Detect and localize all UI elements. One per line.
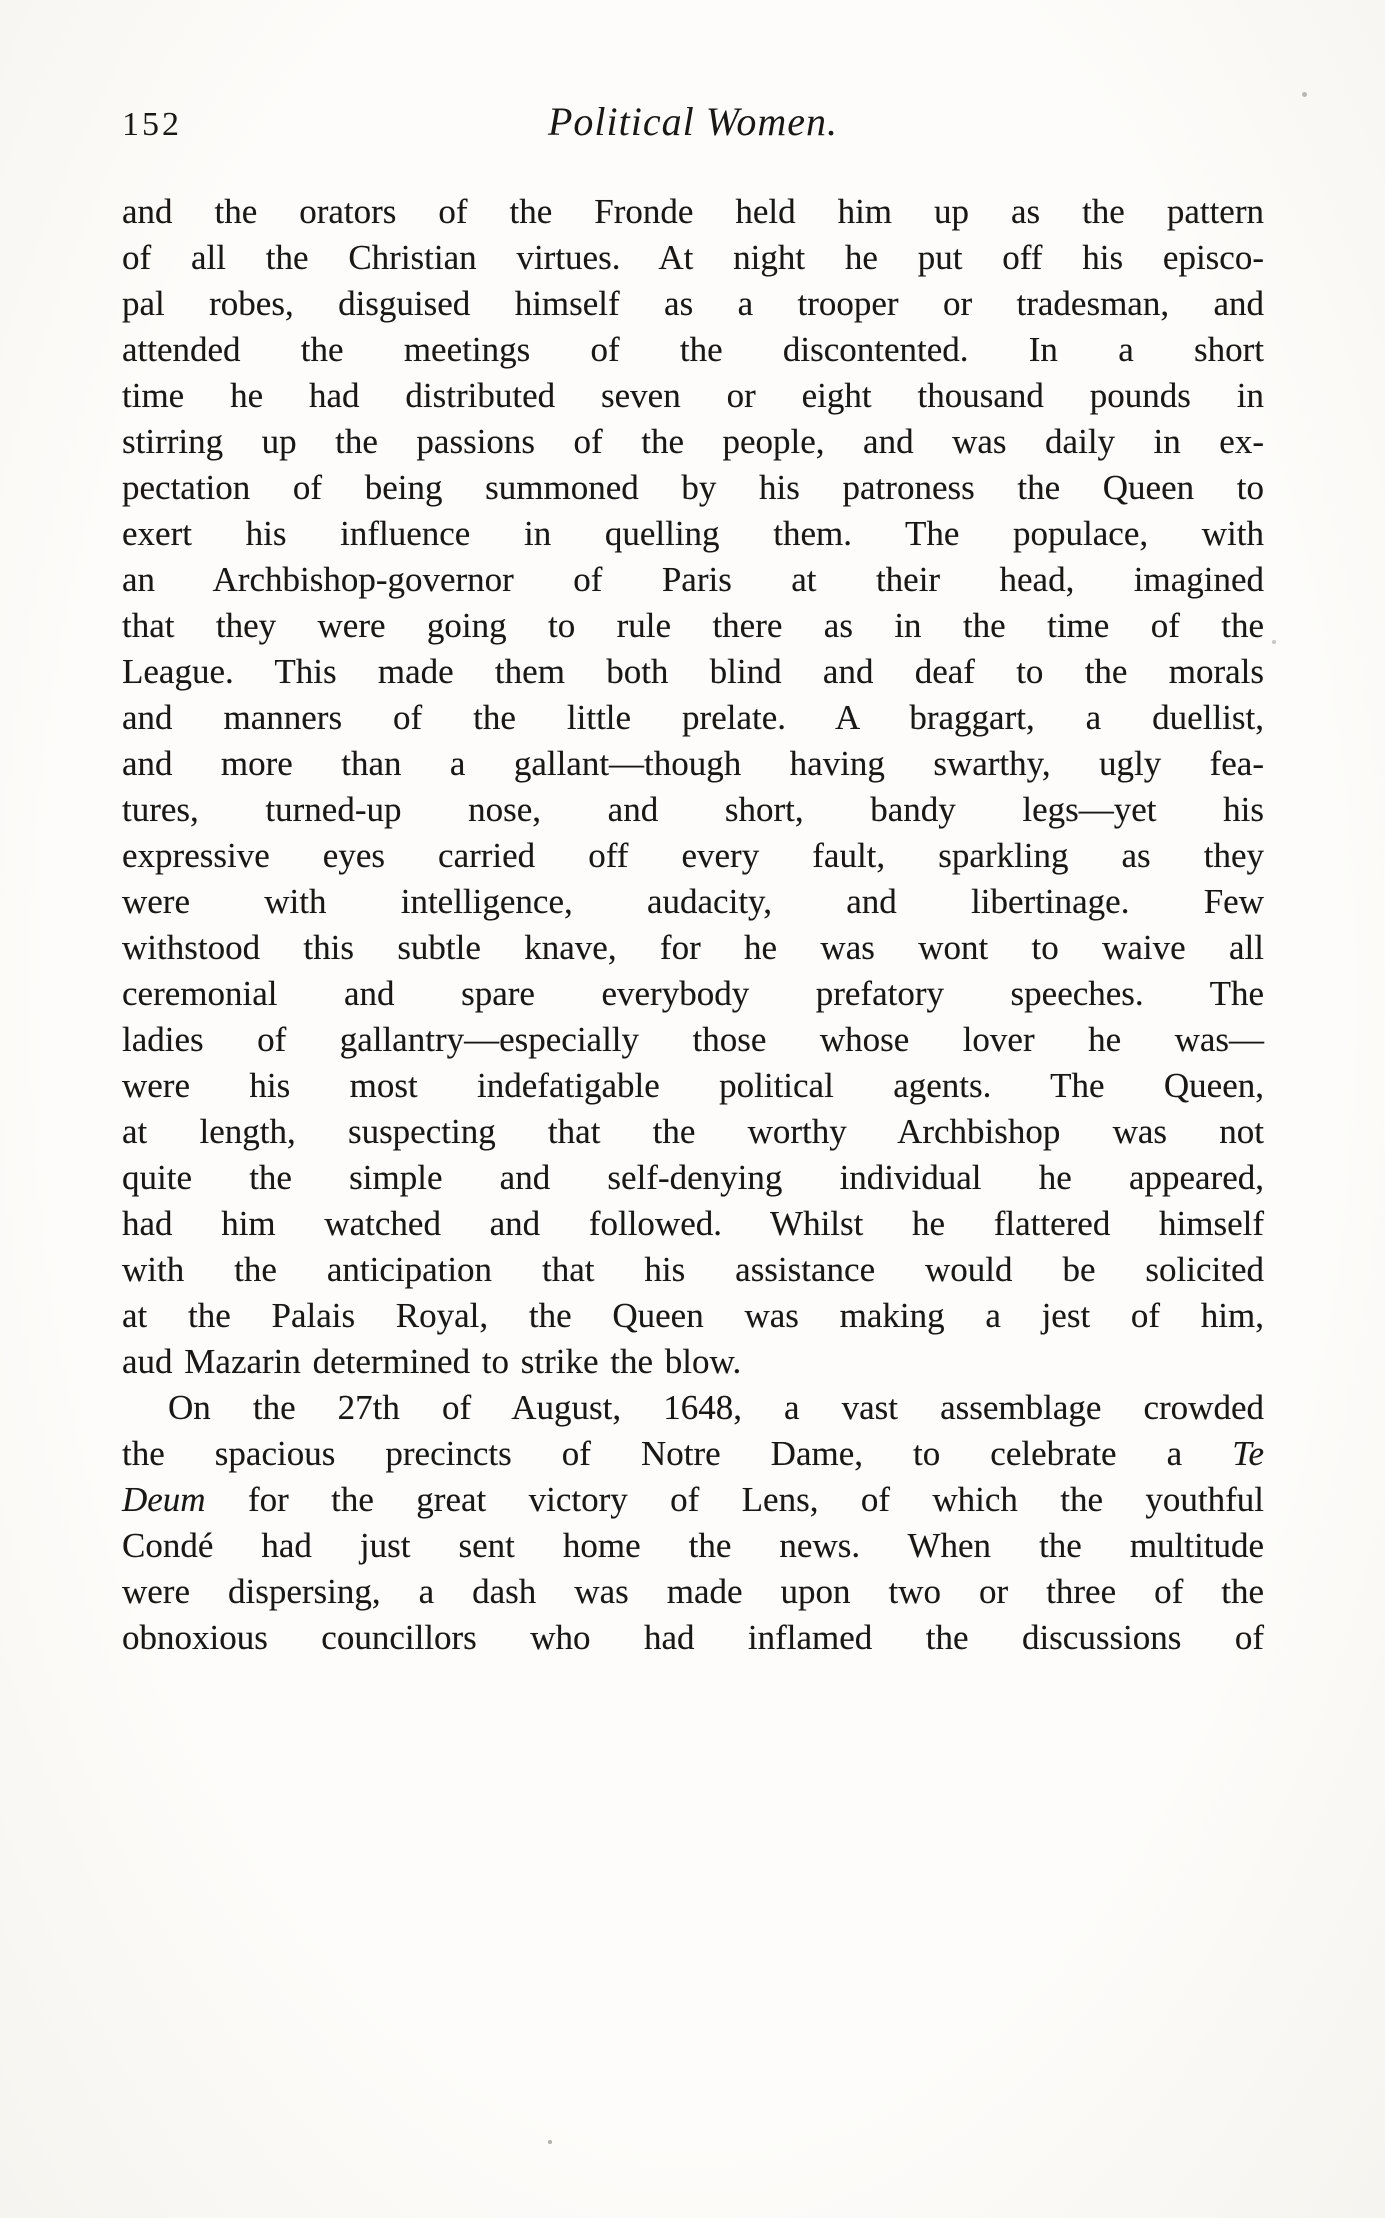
body-text: Condé had just sent home the news. When the multitude <box>122 1526 1264 1565</box>
body-text: withstood this subtle knave, for he was wont to waive all <box>122 928 1264 967</box>
body-text: at length, suspecting that the worthy Archbishop was not <box>122 1112 1264 1151</box>
running-title: Political Women. <box>547 99 839 144</box>
body-text: quite the simple and self-denying individual he appeared, <box>122 1158 1264 1197</box>
text-line <box>122 373 1264 419</box>
text-line <box>122 1201 1264 1247</box>
text-line <box>122 281 1264 327</box>
body-text: and manners of the little prelate. A braggart, a duellist, <box>122 698 1264 737</box>
text-line <box>122 419 1264 465</box>
scan-artifact <box>548 2140 552 2144</box>
text-line <box>122 1017 1264 1063</box>
text-line <box>122 1569 1264 1615</box>
body-text: expressive eyes carried off every fault, sparkling as they <box>122 836 1264 875</box>
body-text: pectation of being summoned by his patroness the Queen to <box>122 468 1264 507</box>
page-number: 152 <box>122 106 182 143</box>
body-text: for the great victory of Lens, of which the youthful <box>205 1480 1264 1519</box>
body-text: were with intelligence, audacity, and libertinage. Few <box>122 882 1264 921</box>
text-line <box>122 1477 1264 1523</box>
text-line <box>122 1385 1264 1431</box>
text-line <box>122 1109 1264 1155</box>
body-text: ladies of gallantry—especially those whose lover he was— <box>122 1020 1264 1059</box>
body-text: at the Palais Royal, the Queen was making a jest of him, <box>122 1296 1264 1335</box>
text-line <box>122 833 1264 879</box>
text-line <box>122 465 1264 511</box>
text-line <box>122 1155 1264 1201</box>
text-line <box>122 1523 1264 1569</box>
body-text: were his most indefatigable political agents. The Queen, <box>122 1066 1264 1105</box>
body-text: and more than a gallant—though having swarthy, ugly fea- <box>122 744 1264 783</box>
body-text: ceremonial and spare everybody prefatory speeches. The <box>122 974 1264 1013</box>
text-line <box>122 1431 1264 1477</box>
text-line <box>122 741 1264 787</box>
text-line <box>122 557 1264 603</box>
text-line <box>122 327 1264 373</box>
text-line <box>122 787 1264 833</box>
body-text: aud Mazarin determined to strike the blow. <box>122 1342 742 1381</box>
italic-text: Deum <box>122 1480 206 1519</box>
body-text: were dispersing, a dash was made upon two or three of the <box>122 1572 1264 1611</box>
text-line <box>122 925 1264 971</box>
text-line <box>122 1063 1264 1109</box>
body-text: pal robes, disguised himself as a trooper or tradesman, and <box>122 284 1264 323</box>
scan-artifact <box>1302 92 1307 97</box>
text-line <box>122 603 1264 649</box>
text-line <box>122 695 1264 741</box>
text-line <box>122 1615 1264 1661</box>
text-line <box>122 1339 1264 1385</box>
body-text: On the 27th of August, 1648, a vast assemblage crowded <box>168 1388 1264 1427</box>
body-text: of all the Christian virtues. At night he put off his episco- <box>122 238 1264 277</box>
body-text: obnoxious councillors who had inflamed the discussions of <box>122 1618 1264 1657</box>
body-text: the spacious precincts of Notre Dame, to celebrate a <box>122 1434 1233 1473</box>
body-text: with the anticipation that his assistance would be solicited <box>122 1250 1264 1289</box>
text-line <box>122 235 1264 281</box>
body-text: attended the meetings of the discontented. In a short <box>122 330 1264 369</box>
text-area <box>122 98 1264 1661</box>
page-header <box>122 98 1264 145</box>
body-text: an Archbishop-governor of Paris at their head, imagined <box>122 560 1264 599</box>
scan-artifact <box>1272 640 1276 644</box>
body-text: exert his influence in quelling them. The populace, with <box>122 514 1264 553</box>
body-text: that they were going to rule there as in the time of the <box>122 606 1264 645</box>
body-text: League. This made them both blind and deaf to the morals <box>122 652 1264 691</box>
body-text: had him watched and followed. Whilst he flattered himself <box>122 1204 1264 1243</box>
body-text: and the orators of the Fronde held him up as the pattern <box>122 192 1264 231</box>
text-line <box>122 649 1264 695</box>
text-line <box>122 511 1264 557</box>
text-line <box>122 879 1264 925</box>
text-line <box>122 971 1264 1017</box>
text-line <box>122 189 1264 235</box>
text-block <box>122 189 1264 1661</box>
text-line <box>122 1293 1264 1339</box>
text-line <box>122 1247 1264 1293</box>
body-text: time he had distributed seven or eight thousand pounds in <box>122 376 1264 415</box>
body-text: stirring up the passions of the people, and was daily in ex- <box>122 422 1264 461</box>
italic-text: Te <box>1232 1434 1264 1473</box>
body-text: tures, turned-up nose, and short, bandy legs—yet his <box>122 790 1264 829</box>
